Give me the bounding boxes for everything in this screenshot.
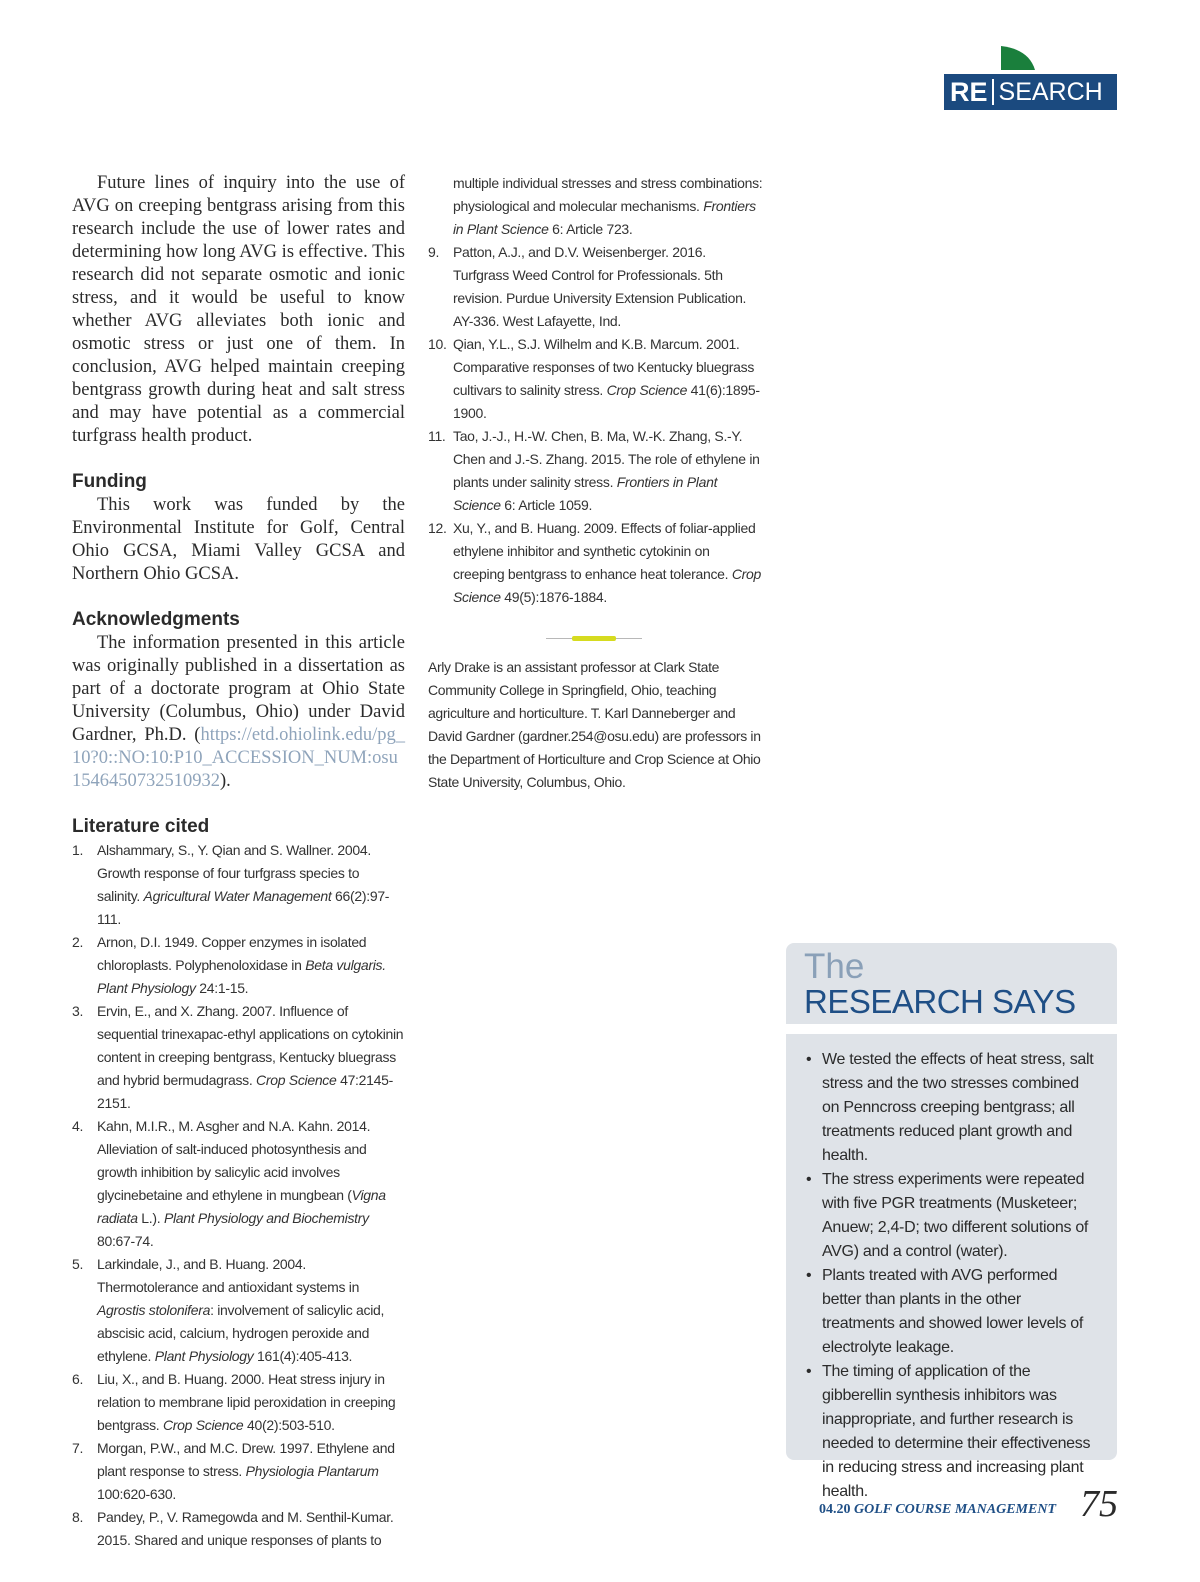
reference-text (97, 1253, 405, 1368)
reference-part: Liu, X., and B. Huang. 2000. Heat stress injury in relation to membrane lipid peroxidation in creeping bentgrass. (97, 1371, 396, 1433)
reference-item (72, 931, 405, 1000)
bullet-icon: • (806, 1171, 812, 1188)
middle-column (428, 172, 763, 609)
research-says-header (786, 943, 1117, 1024)
reference-part: 47:2145-2151. (97, 1072, 393, 1111)
reference-item (428, 172, 763, 241)
acknowledgments-heading: Acknowledgments (72, 609, 240, 630)
reference-part: 6: Article 723. (548, 221, 633, 237)
bullet-text: The stress experiments were repeated with five PGR treatments (Musketeer; Anuew; 2,4-D; two different solutions of AVG) and a control (water). (822, 1171, 1089, 1260)
reference-part: Alshammary, S., Y. Qian and S. Wallner. 2004. Growth response of four turfgrass species to salinity. (97, 842, 371, 904)
conclusion-paragraph: Future lines of inquiry into the use of AVG on creeping bentgrass arising from this research include the use of lower rates and determining how long AVG is effective. This research did not separate osmotic and ionic stress, and it would be useful to know whether AVG alleviates both ionic and osmotic stress or just one of them. In conclusion, AVG helped maintain creeping bentgrass growth during heat and salt stress and may have potential as a commercial turfgrass health product. (72, 173, 405, 446)
sidebar-title-bottom: RESEARCH SAYS (804, 983, 1076, 1020)
reference-text (97, 839, 405, 931)
reference-part: Ervin, E., and X. Zhang. 2007. Influence of sequential trinexapac-ethyl applications on cytokinin content in creeping bentgrass, Kentucky bluegrass and hybrid bermudagrass. (97, 1003, 404, 1088)
reference-number: 12. (428, 520, 447, 536)
reference-text (97, 1000, 405, 1115)
reference-journal: Agricultural Water Management (143, 888, 332, 904)
reference-number: 4. (72, 1118, 84, 1134)
reference-item (72, 839, 405, 931)
reference-journal: Vigna radiata (97, 1187, 386, 1226)
magazine-name: GOLF COURSE MANAGEMENT (853, 1502, 1056, 1517)
bullet-icon: • (806, 1363, 812, 1380)
reference-number: 3. (72, 1003, 84, 1019)
reference-text (97, 931, 405, 1000)
reference-number: 10. (428, 336, 447, 352)
reference-item (72, 1437, 405, 1506)
reference-part: Qian, Y.L., S.J. Wilhelm and K.B. Marcum. 2001. Comparative responses of two Kentucky bluegrass cultivars to salinity stress. (453, 336, 755, 398)
acknowledgments-paragraph (72, 632, 405, 793)
bullet-icon: • (806, 1051, 812, 1068)
reference-number: 1. (72, 842, 84, 858)
reference-item (428, 517, 763, 609)
reference-item (72, 1506, 405, 1552)
reference-part: : involvement of salicylic acid, abscisic acid, calcium, hydrogen peroxide and ethylene. (97, 1302, 385, 1364)
funding-paragraph: This work was funded by the Environmental Institute for Golf, Central Ohio GCSA, Miami Valley GCSA and Northern Ohio GCSA. (72, 495, 405, 584)
page-footer (800, 1484, 1120, 1524)
reference-number: 5. (72, 1256, 84, 1272)
reference-number: 8. (72, 1509, 84, 1525)
reference-item (428, 333, 763, 425)
ack-end: ). (220, 771, 231, 791)
summary-bullet (806, 1360, 1097, 1504)
references-list-mid (428, 172, 763, 609)
reference-part: Xu, Y., and B. Huang. 2009. Effects of foliar-applied ethylene inhibitor and synthetic cytokinin on creeping bentgrass to enhance heat tolerance. (453, 520, 756, 582)
reference-text (453, 517, 763, 609)
reference-item (72, 1000, 405, 1115)
summary-bullet (806, 1264, 1097, 1360)
reference-part: 100:620-630. (97, 1486, 176, 1502)
ack-text: The information presented in this article was originally published in a dissertation as part of a doctorate program at Ohio State University (Columbus, Ohio) under David Gardner, Ph.D. ( (72, 633, 405, 745)
reference-journal: Frontiers in Plant Science (453, 474, 718, 513)
reference-journal: Beta vulgaris. Plant Physiology (97, 957, 386, 996)
reference-part: Patton, A.J., and D.V. Weisenberger. 2016. Turfgrass Weed Control for Professionals. 5th revision. Purdue University Extension Publication. AY-336. West Lafayette, Ind. (453, 244, 747, 329)
reference-journal: Plant Physiology (154, 1348, 254, 1364)
reference-number: 7. (72, 1440, 84, 1456)
author-bio: Arly Drake is an assistant professor at Clark State Community College in Springfield, Ohio, teaching agriculture and horticulture. T. Karl Danneberger and David Gardner (gardner.254@osu.edu) are professors in the Department of Horticulture and Crop Science at Ohio State University, Columbus, Ohio. (428, 659, 761, 790)
reference-text (97, 1437, 405, 1506)
reference-item (428, 241, 763, 333)
reference-journal: Plant Physiology and Biochemistry (163, 1210, 369, 1226)
sidebar-title-top: The (804, 947, 865, 986)
reference-text (453, 241, 763, 333)
section-separator (546, 636, 642, 642)
funding-heading: Funding (72, 471, 147, 492)
reference-journal: Agrostis stolonifera (97, 1302, 211, 1318)
badge-search: SEARCH (998, 77, 1103, 106)
summary-bullet (806, 1168, 1097, 1264)
reference-journal: Crop Science (606, 382, 688, 398)
reference-text (453, 425, 763, 517)
reference-journal: Frontiers in Plant Science (453, 198, 756, 237)
footer-issue (819, 1502, 1056, 1518)
reference-part: 49(5):1876-1884. (500, 589, 607, 605)
reference-part: L.). (137, 1210, 164, 1226)
bullet-icon: • (806, 1267, 812, 1284)
reference-part: 24:1-15. (195, 980, 249, 996)
reference-number: 11. (428, 428, 446, 444)
issue-date: 04.20 (818, 1502, 851, 1517)
research-says-body (786, 1034, 1117, 1500)
reference-text (97, 1506, 405, 1552)
bullet-text: The timing of application of the gibberellin synthesis inhibitors was inappropriate, and further research is needed to determine their effectiveness in reducing stress and increasing plant health. (822, 1363, 1091, 1500)
reference-part: 66(2):97-111. (97, 888, 390, 927)
reference-item (428, 425, 763, 517)
reference-number: 6. (72, 1371, 84, 1387)
reference-text (453, 172, 763, 241)
page-number: 75 (1080, 1483, 1118, 1525)
reference-part: 6: Article 1059. (500, 497, 593, 513)
research-badge (944, 74, 1117, 110)
reference-journal: Crop Science (256, 1072, 337, 1088)
leaf-icon (1001, 46, 1035, 70)
reference-text (97, 1368, 405, 1437)
reference-text (453, 333, 763, 425)
bullet-text: Plants treated with AVG performed better than plants in the other treatments and showed lower levels of electrolyte leakage. (822, 1267, 1084, 1356)
reference-part: Kahn, M.I.R., M. Asgher and N.A. Kahn. 2014. Alleviation of salt-induced photosynthesis and growth inhibition by salicylic acid involves glycinebetaine and ethylene in mungbean ( (97, 1118, 371, 1203)
reference-item (72, 1253, 405, 1368)
badge-re: RE (950, 76, 988, 107)
reference-item (72, 1115, 405, 1253)
reference-part: Morgan, P.W., and M.C. Drew. 1997. Ethylene and plant response to stress. (97, 1440, 395, 1479)
reference-part: 40(2):503-510. (243, 1417, 335, 1433)
reference-part: 41(6):1895-1900. (453, 382, 760, 421)
reference-journal: Crop Science (162, 1417, 244, 1433)
reference-number: 2. (72, 934, 84, 950)
reference-part: Tao, J.-J., H.-W. Chen, B. Ma, W.-K. Zhang, S.-Y. Chen and J.-S. Zhang. 2015. The role of ethylene in plants under salinity stress. (453, 428, 760, 490)
reference-item (72, 1368, 405, 1437)
section-logo (944, 46, 1117, 112)
reference-part: Arnon, D.I. 1949. Copper enzymes in isolated chloroplasts. Polyphenoloxidase in (97, 934, 367, 973)
references-list-left (72, 839, 405, 1552)
reference-part: 161(4):405-413. (253, 1348, 353, 1364)
dissertation-link[interactable]: https://etd.ohiolink.edu/pg_10?0::NO:10:P10_ACCESSION_NUM:osu1546450732510932 (72, 725, 405, 791)
reference-part: Larkindale, J., and B. Huang. 2004. Thermotolerance and antioxidant systems in (97, 1256, 360, 1295)
reference-journal: Physiologia Plantarum (245, 1463, 379, 1479)
badge-divider (992, 79, 994, 105)
reference-number: 9. (428, 244, 440, 260)
summary-bullet (806, 1048, 1097, 1168)
reference-part: 80:67-74. (97, 1233, 154, 1249)
reference-journal: Crop Science (453, 566, 762, 605)
summary-list (786, 1034, 1117, 1504)
reference-text (97, 1115, 405, 1253)
literature-heading: Literature cited (72, 816, 210, 837)
reference-part: multiple individual stresses and stress combinations: physiological and molecular mechanisms. (453, 175, 763, 214)
reference-part: Pandey, P., V. Ramegowda and M. Senthil-Kumar. 2015. Shared and unique responses of plants to (97, 1509, 394, 1548)
left-column (72, 172, 405, 1552)
bullet-text: We tested the effects of heat stress, salt stress and the two stresses combined on Penncross creeping bentgrass; all treatments reduced plant growth and health. (822, 1051, 1094, 1164)
separator-accent (572, 636, 616, 641)
